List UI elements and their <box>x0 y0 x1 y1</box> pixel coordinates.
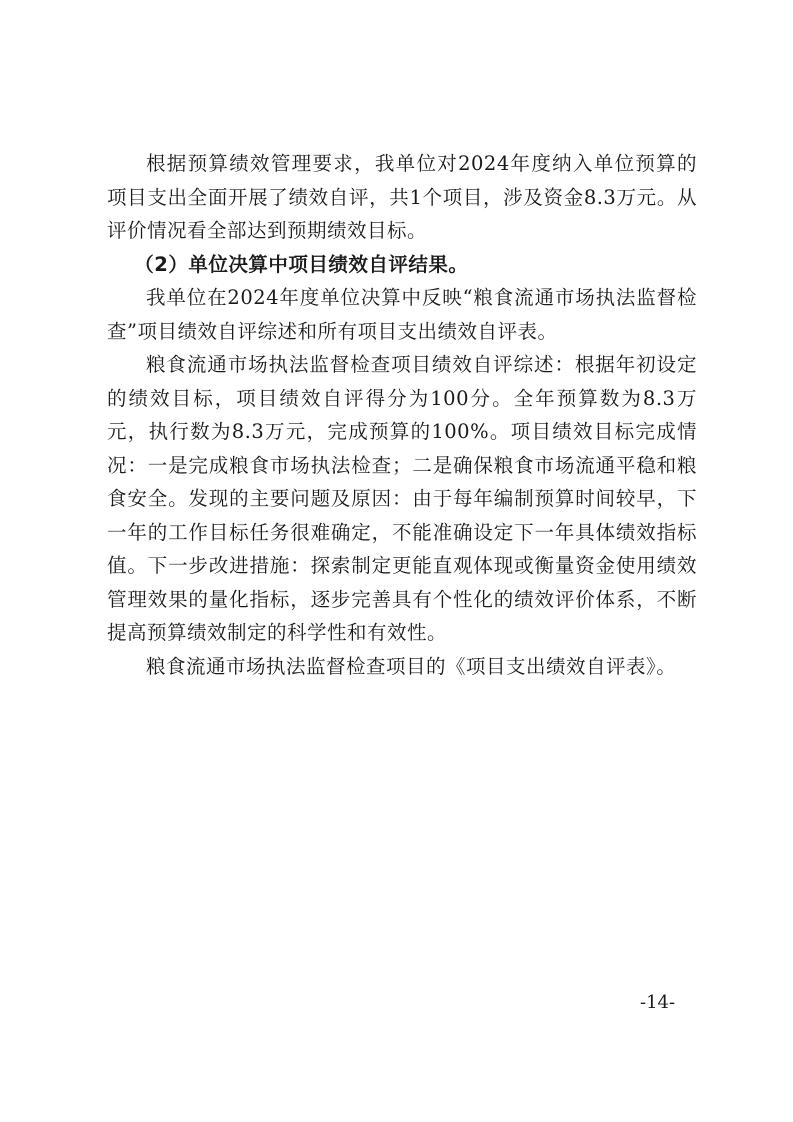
document-body <box>107 147 697 683</box>
section-heading: （2）单位决算中项目绩效自评结果。 <box>134 252 469 276</box>
page-number: -14- <box>640 992 676 1013</box>
paragraph-project-summary: 粮食流通市场执法监督检查项目绩效自评综述：根据年初设定的绩效目标，项目绩效自评得分为100分。全年预算数为8.3万元，执行数为8.3万元，完成预算的100%。项目绩效目标完成情况：一是完成粮食市场执法检查；二是确保粮食市场流通平稳和粮食安全。发现的主要问题及原因：由于每年编制预算时间较早，下一年的工作目标任务很难确定，不能准确设定下一年具体绩效指标值。下一步改进措施：探索制定更能直观体现或衡量资金使用绩效管理效果的量化指标，逐步完善具有个性化的绩效评价体系，不断提高预算绩效制定的科学性和有效性。 <box>107 353 697 644</box>
paragraph-budget-evaluation: 根据预算绩效管理要求，我单位对2024年度纳入单位预算的项目支出全面开展了绩效自评，共1个项目，涉及资金8.3万元。从评价情况看全部达到预期绩效目标。 <box>107 152 697 242</box>
paragraph-evaluation-table: 粮食流通市场执法监督检查项目的《项目支出绩效自评表》。 <box>146 654 677 678</box>
paragraph-final-accounts: 我单位在2024年度单位决算中反映“粮食流通市场执法监督检查”项目绩效自评综述和所有项目支出绩效自评表。 <box>107 286 697 343</box>
